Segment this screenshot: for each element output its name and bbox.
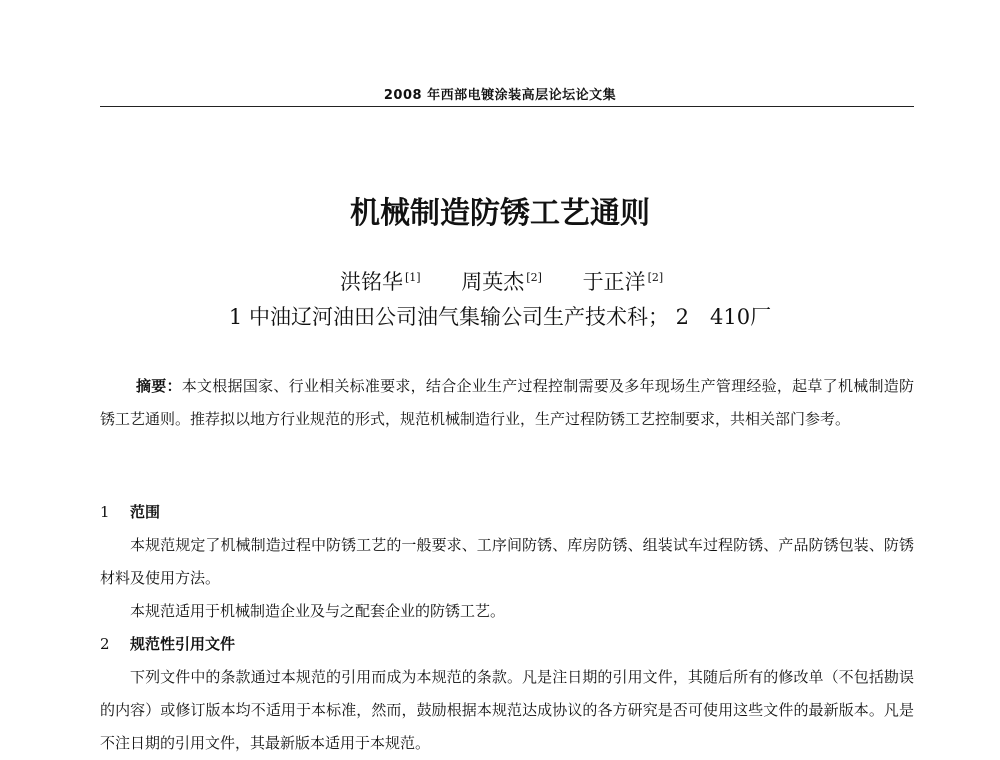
paragraph: 本规范规定了机械制造过程中防锈工艺的一般要求、工序间防锈、库房防锈、组装试车过程防锈、产品防锈包装、防锈材料及使用方法。 bbox=[100, 536, 914, 587]
author-name: 洪铭华 bbox=[340, 270, 403, 294]
section-number: 2 bbox=[100, 635, 110, 653]
author-name: 于正洋 bbox=[582, 270, 646, 294]
section-title: 规范性引用文件 bbox=[130, 635, 236, 653]
paper-title: 机械制造防锈工艺通则 bbox=[350, 196, 650, 231]
author-affiliation-ref: [2] bbox=[647, 271, 664, 284]
author bbox=[340, 270, 421, 294]
author bbox=[583, 270, 664, 294]
affiliation: 1 中油辽河油田公司油气集输公司生产技术科； 2 410厂 bbox=[228, 305, 772, 329]
author-list bbox=[340, 266, 780, 296]
paragraph: 本规范适用于机械制造企业及与之配套企业的防锈工艺。 bbox=[130, 602, 506, 620]
author-name: 周英杰 bbox=[461, 270, 525, 294]
header-rule bbox=[100, 106, 914, 107]
section-heading bbox=[100, 496, 914, 529]
author-affiliation-ref: [2] bbox=[526, 271, 542, 284]
abstract bbox=[100, 370, 914, 436]
author-affiliation-ref: [1] bbox=[405, 271, 421, 284]
abstract-text: 本文根据国家、行业相关标准要求，结合企业生产过程控制需要及多年现场生产管理经验，起草了机械制造防锈工艺通则。推荐拟以地方行业规范的形式，规范机械制造行业，生产过程防锈工艺控制要求，共相关部门参考。 bbox=[100, 377, 914, 428]
author bbox=[461, 270, 542, 294]
body-text bbox=[100, 496, 914, 760]
section-title: 范围 bbox=[130, 503, 161, 521]
section-heading bbox=[100, 628, 914, 661]
paragraph: 下列文件中的条款通过本规范的引用而成为本规范的条款。凡是注日期的引用文件，其随后所有的修改单（不包括勘误的内容）或修订版本均不适用于本标准，然而，鼓励根据本规范达成协议的各方研究是否可使用这些文件的最新版本。凡是不注日期的引用文件，其最新版本适用于本规范。 bbox=[100, 668, 914, 752]
running-header: 2008 年西部电镀涂装高层论坛论文集 bbox=[383, 88, 617, 103]
section-number: 1 bbox=[100, 503, 110, 521]
abstract-label: 摘要： bbox=[136, 377, 182, 395]
